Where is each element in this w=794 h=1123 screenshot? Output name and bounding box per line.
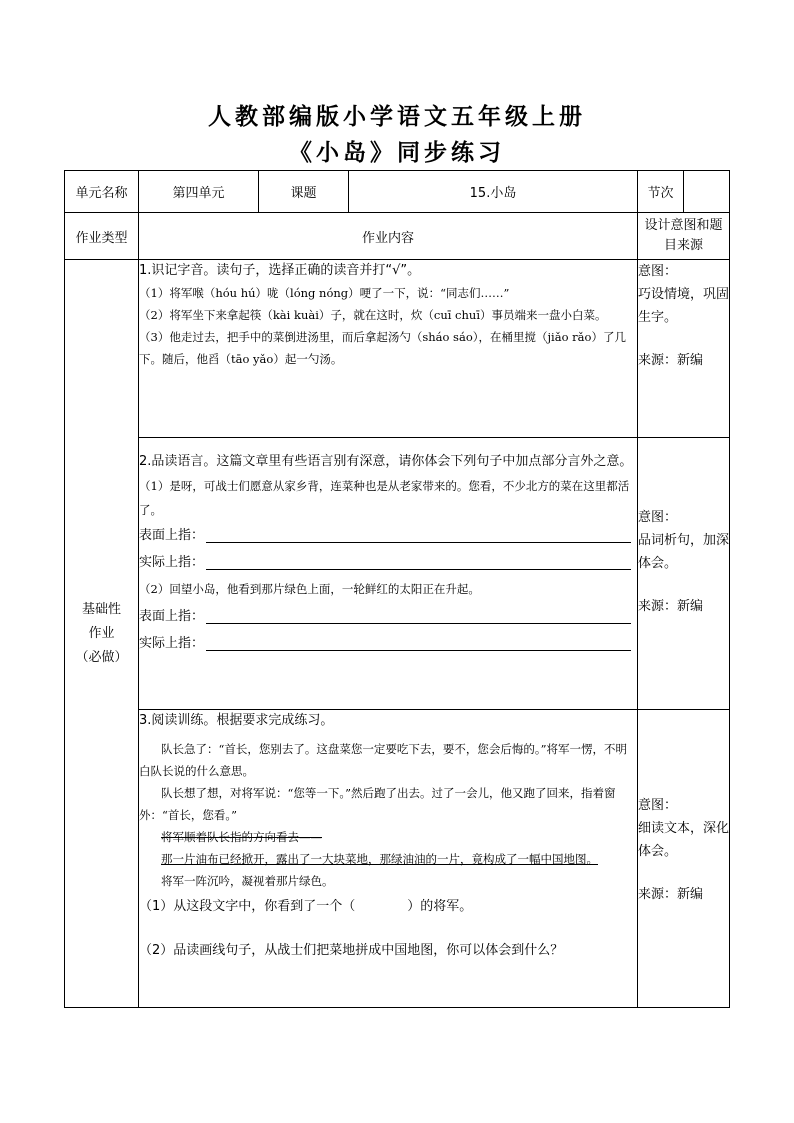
q2-actual-field[interactable] xyxy=(139,549,637,576)
topic-label: 课题 xyxy=(259,171,349,213)
q3-answer-1[interactable]: （1）从这段文字中，你看到了一个（ ）的将军。 xyxy=(139,899,473,914)
q3-para-4-underlined: 那一片油布已经掀开，露出了一大块菜地，那绿油油的一片，竟构成了一幅中国地图。 xyxy=(161,852,598,866)
q3-intent: 细读文本，深化体会。 xyxy=(638,821,730,859)
q2-design xyxy=(638,438,730,710)
category-line3: （必做） xyxy=(75,649,128,665)
q2-source: 来源：新编 xyxy=(638,599,704,614)
worksheet-table xyxy=(64,170,730,1008)
q3-source: 来源：新编 xyxy=(638,887,704,902)
q3-title: 3.阅读训练。根据要求完成练习。 xyxy=(139,713,334,728)
unit-label: 单元名称 xyxy=(65,171,139,213)
q3-design xyxy=(638,710,730,1008)
category-cell xyxy=(65,260,139,1008)
q2-intent: 品词析句，加深体会。 xyxy=(638,533,730,571)
q3-row xyxy=(65,710,730,1008)
category-line1: 基础性 xyxy=(81,601,121,617)
q2-surface-label: 表面上指： xyxy=(139,527,205,543)
q2-sentence-1: （1）是呀，可战士们愿意从家乡背，连菜种也是从老家带来的。您看，不少北方的菜在这里都活了。 xyxy=(139,479,630,517)
q1-design xyxy=(638,260,730,438)
q1-sentence-3: （3）他走过去，把手中的菜倒进汤里，而后拿起汤勺（sháo sáo），在桶里搅（jiǎo rǎo）了几下。随后，他舀（tāo yǎo）起一勺汤。 xyxy=(139,330,626,366)
period-label: 节次 xyxy=(638,171,684,213)
q1-intent-label: 意图： xyxy=(638,264,678,279)
q1-sentence-2: （2）将军坐下来拿起筷（kài kuài）子，就在这时，炊（cuī chuī）事员端来一盘小白菜。 xyxy=(139,308,607,322)
q2-title: 2.品读语言。这篇文章里有些语言别有深意，请你体会下列句子中加点部分言外之意。 xyxy=(139,454,633,469)
q2-row xyxy=(65,438,730,710)
doc-subtitle: 《小岛》同步练习 xyxy=(289,139,505,166)
topic-value: 15.小岛 xyxy=(349,171,638,213)
type-label: 作业类型 xyxy=(65,213,139,260)
q3-content xyxy=(139,710,638,1008)
q2-intent-label: 意图： xyxy=(638,510,678,525)
q1-content xyxy=(139,260,638,438)
q3-para-1: 队长急了：“首长，您别去了。这盘菜您一定要吃下去，要不，您会后悔的。”将军一愣，不明白队长说的什么意思。 xyxy=(139,742,628,778)
content-label: 作业内容 xyxy=(139,213,638,260)
q3-answer-2[interactable]: （2）品读画线句子，从战士们把菜地拼成中国地图，你可以体会到什么？ xyxy=(139,943,564,958)
q3-para-2: 队长想了想，对将军说：“您等一下。”然后跑了出去。过了一会儿，他又跑了回来，指着窗外：“首长，您看。” xyxy=(139,786,616,822)
q1-row xyxy=(65,260,730,438)
doc-title: 人教部编版小学语文五年级上册 xyxy=(208,103,586,130)
q1-sentence-1: （1）将军喉（hóu hú）咙（lóng nóng）哽了一下，说：“同志们……” xyxy=(139,286,510,300)
q1-intent: 巧设情境，巩固生字。 xyxy=(638,287,730,325)
header-row xyxy=(65,171,730,213)
q3-para-5: 将军一阵沉吟，凝视着那片绿色。 xyxy=(161,874,334,888)
q1-title: 1.识记字音。读句子，选择正确的读音并打“√”。 xyxy=(139,263,421,278)
q2-surface-field[interactable] xyxy=(139,522,637,549)
q2-actual2-field[interactable] xyxy=(139,630,637,657)
period-value xyxy=(684,171,730,213)
header-row-2 xyxy=(65,213,730,260)
q1-source: 来源：新编 xyxy=(638,353,704,368)
category-line2: 作业 xyxy=(88,625,115,641)
q2-surface2-field[interactable] xyxy=(139,603,637,630)
unit-value: 第四单元 xyxy=(139,171,259,213)
q2-actual-label: 实际上指： xyxy=(139,554,205,570)
q2-sentence-2: （2）回望小岛，他看到那片绿色上面，一轮鲜红的太阳正在升起。 xyxy=(139,582,480,596)
q3-para-3: 将军顺着队长指的方向看去—— xyxy=(161,830,322,844)
design-label: 设计意图和题目来源 xyxy=(638,213,730,260)
q2-content xyxy=(139,438,638,710)
q2-surface2-label: 表面上指： xyxy=(139,608,205,624)
q2-actual2-label: 实际上指： xyxy=(139,635,205,651)
q3-intent-label: 意图： xyxy=(638,798,678,813)
